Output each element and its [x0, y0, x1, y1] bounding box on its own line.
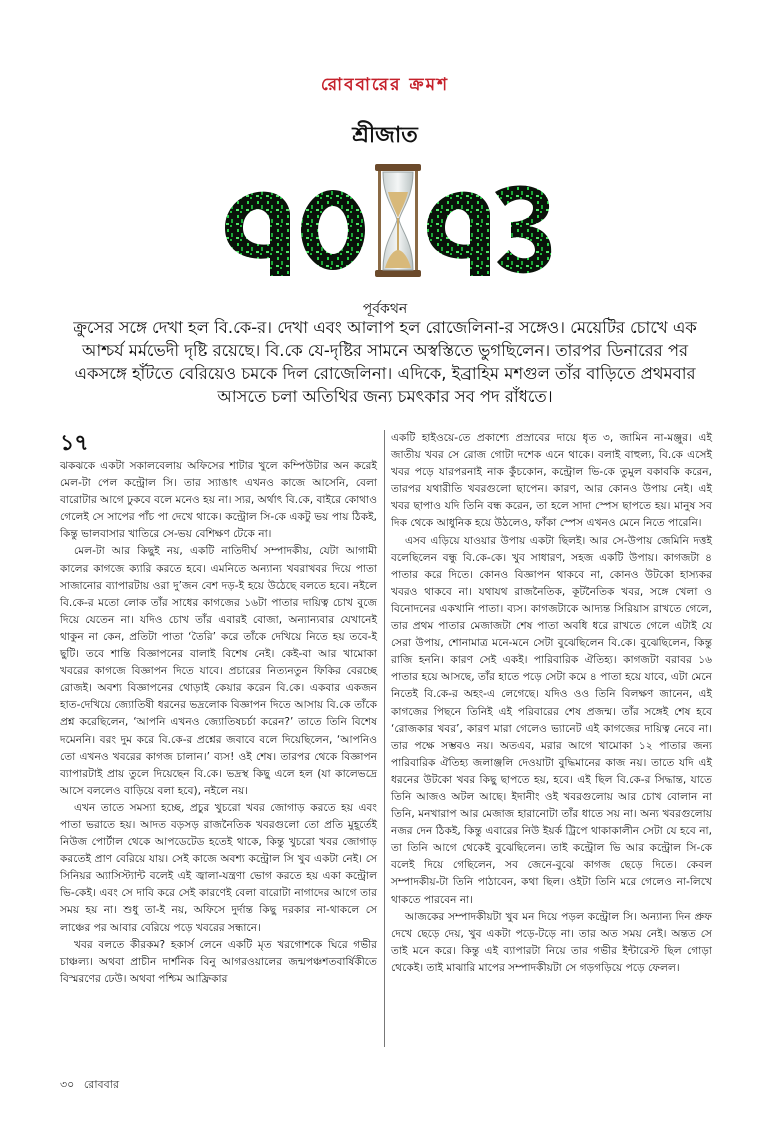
- title-digit-1: [225, 192, 290, 276]
- paragraph: খবর বলতে কীরকম? হকার্স লেনে একটি মৃত খরগোশকে ঘিরে গভীর চাঞ্চল্য। অথবা প্রাচীন দার্শনিক বিনু আগরওয়ালের জন্মপঞ্চশতবার্ষিকীতে বিস্মরণের ঢেউ। অথবা পশ্চিম আফ্রিকার: [60, 938, 377, 985]
- previously-label: পূর্বকথন: [362, 301, 408, 317]
- title-digit-4: [495, 185, 551, 273]
- previously-synopsis: ক্রুসের সঙ্গে দেখা হল বি.কে-র। দেখা এবং আলাপ হল রোজেলিনা-র সঙ্গেও। মেয়েটির চোখে এক আশ্চর্য মর্মভেদী দৃষ্টি রয়েছে। বি.কে যে-দৃষ্টির সামনে অস্বস্তিতে ভুগছিলেন। তারপর ডিনারের পর একসঙ্গে হাঁটতে বেরিয়েও চমকে দিল রোজেলিনা। এদিকে, ইব্রাহিম মশগুল তাঁর বাড়িতে প্রথমবার আসতে চলা অতিথির জন্য চমৎকার সব পদ রাঁধতে।: [73, 318, 697, 406]
- paragraph: এসব এড়িয়ে যাওয়ার উপায় একটা ছিলই। আর সে-উপায় জেমিনি দত্তই বলেছিলেন বন্ধু বি.কে-কে। খুব সাধারণ, সহজ একটি উপায়। কাগজটা ৪ পাতার করে দিতে। কোনও বিজ্ঞাপন থাকবে না, কোনও উটকো হাস্যকর খবরও থাকবে না। যথাযথ রাজনৈতিক, কূটনৈতিক খবর, সঙ্গে খেলা ও বিনোদনের একখানি পাতা। ব্যস। কাগজটাকে আদ্যন্ত সিরিয়াস রাখতে গেলে, তার প্রথম পাতার মেজাজটা শেষ পাতা অবধি ধরে রাখতে গেলে এটাই যে সেরা উপায়, শোনামাত্র মনে-মনে সেটা বুঝেছিলেন বি.কে। বুঝেছিলেন, কিন্তু রাজি হননি। কারণ সেই একই। পারিবারিক ঐতিহ্য। কাগজটা বরাবর ১৬ পাতার হয়ে আসছে, তাঁর হাতে পড়ে সেটা কমে ৪ পাতা হয়ে যাবে, এটা মেনে নিতেই বি.কে-র অহং-এ লেগেছে। যদিও ওও তিনি বিলক্ষণ জানেন, এই কাগজের পিছনে তিনিই এই পরিবারের শেষ প্রজন্ম। তাঁর সঙ্গেই শেষ হবে ‘রোজকার খবর’, কারণ মারা গেলেও ভ্যানেট এই কাগজের দায়িত্ব নেবে না। তার পক্ষে সম্ভবও নয়। অতএব, মরার আগে খামোকা ১২ পাতার জন্য পারিবারিক ঐতিহ্য জলাঞ্জলি দেওয়াটা বুদ্ধিমানের কাজ নয়। তাতে যদি এই ধরনের উটকো খবর কিছু ছাপতে হয়, হবে। এই ছিল বি.কে-র সিদ্ধান্ত, যাতে তিনি আজও অটল আছে। ইদানীং ওই খবরগুলোয় আর চোখ বোলান না তিনি, মনখারাপ আর মেজাজ হারানোটা তাঁর ধাতে সয় না। অন্য খবরগুলোয় নজর দেন ঠিকই, কিন্তু এবারের নিউ ইয়র্ক ট্রিপে থাকাকালীন সেটা যে হবে না, তা তিনি আগে থেকেই বুঝেছিলেন। তাই কন্ট্রোল ভি আর কন্ট্রোল সি-কে বলেই দিয়ে গেছিলেন, সব জেনে-বুঝে কাগজ ছেড়ে দিতে। কেবল সম্পাদকীয়-টা তিনি পাঠাবেন, কথা ছিল। ওইটা তিনি মরে গেলেও না-লিখে থাকতে পারবেন না।: [391, 534, 712, 906]
- title-art: [215, 158, 555, 284]
- body-column-right: [391, 430, 712, 977]
- column-divider: [384, 430, 385, 1047]
- magazine-name: রোববার: [83, 1078, 120, 1091]
- page-number: ৩০: [60, 1078, 75, 1091]
- paragraph: একটি হাইওয়ে-তে প্রকাশ্যে প্রস্রাবের দায়ে ধৃত ৩, জামিন না-মঞ্জুর। এই জাতীয় খবর সে রোজ গোটা দশেক এনে থাকে। বলাই বাহুল্য, বি.কে এসেই খবর পড়ে যারপরনাই নাক কুঁচকোন, কন্ট্রোল ভি-কে তুমুল বকাবকি করেন, তারপর যথারীতি খবরগুলো ছাপেন। কারণ, আর কোনও উপায় নেই। এই খবর ছাপাও যদি তিনি বন্ধ করেন, তা হলে সাদা স্পেস ছাপতে হয়। মানুষ সব দিক থেকে আধুনিক হয়ে উঠলেও, ফাঁকা স্পেস এখনও মেনে নিতে পারেনি।: [391, 432, 712, 530]
- series-label: রোববারের ক্রমশ: [320, 75, 450, 95]
- hourglass-icon: [375, 164, 421, 277]
- paragraph: মেল-টা আর কিছুই নয়, একটি নাতিদীর্ঘ সম্পাদকীয়, যেটা আগামী কালের কাগজে ক্যারি করতে হবে। এমনিতে অন্যান্য খবরাখবর দিয়ে পাতা সাজানোর ব্যাপারটায় ওরা দু’জন বেশ দড়-ই হয়ে উঠেছে বলতে হবে। নইলে বি.কে-র মতো লোক তাঁর সাধের কাগজের ১৬টা পাতার দায়িত্ব চোখ বুজে দিয়ে যেতেন না। যদিও চোখ তাঁর এবারই বোজা, অন্যান্যবার যেখানেই থাকুন না কেন, প্রতিটা পাতা ‘তৈরি’ করে তাঁকে দেখিয়ে নিতে হয় তবে-ই ছুটি। তবে শান্তি বিজ্ঞাপনের বালাই বিশেষ নেই। কেই-বা আর খামোকা খবরের কাগজে বিজ্ঞাপন দিতে যাবে। প্রচারের নিত্যনতুন ফিকির বেরচ্ছে রোজই। অবশ্য বিজ্ঞাপনের থোড়াই কেয়ার করেন বি.কে। একবার একজন হাত-দেখিয়ে জ্যোতিষী ধরনের ভদ্রলোক বিজ্ঞাপন দিতে আসায় বি.কে তাঁকে প্রশ্ন করেছিলেন, ‘আপনি এখনও জ্যোতিষচর্চা করেন?’ তাতে তিনি বিশেষ দমেননি। বরং দুম করে বি.কে-র প্রশ্নের জবাবে বলে দিয়েছিলেন, ‘আপনিও তো এখনও খবরের কাগজ চালান।’ ব্যস! ওই শেষ। তারপর থেকে বিজ্ঞাপন ব্যাপারটাই প্রায় তুলে দিয়েছেন বি.কে। ভদ্রস্থ কিছু এলে হল (যা কালেভদ্রে আসে বললেও বাড়িয়ে বলা হবে), নইলে নয়।: [60, 545, 377, 797]
- paragraph: ঝকঝকে একটা সকালবেলায় অফিসের শাটার খুলে কম্পিউটার অন করেই মেল-টা পেল কন্ট্রোল সি। তার স্যাঙাৎ এখনও কাজে আসেনি, বেলা বারোটার আগে ঢুকবে বলে মনেও হয় না। স্যর, অর্থাৎ বি.কে, বাইরে কোথাও গেলেই সে সাপের পাঁচ পা দেখে থাকে। কন্ট্রোল সি-কে একটু ভয় পায় ঠিকই, কিন্তু ভালবাসার খাতিরে সে-ভয় বেশিক্ষণ টেকে না।: [60, 460, 377, 541]
- paragraph: এখন তাতে সমস্যা হচ্ছে, প্রচুর খুচরো খবর জোগাড় করতে হয় এবং পাতা ভরাতে হয়। আদত বড়সড় রাজনৈতিক খবরগুলো তো প্রতি মুহূর্তেই নিউজ পোর্টাল থেকে আপডেটেড হতেই থাকে, কিন্তু খুচরো খবর জোগাড় করতেই প্রাণ বেরিয়ে যায়। সেই কাজে অবশ্য কন্ট্রোল সি খুব একটা নেই। সে সিনিয়র অ্যাসিস্ট্যান্ট বলেই এই জ্বালা-যন্ত্রণা ভোগ করতে হয় একা কন্ট্রোল ভি-কেই। এবং সে দাবি করে সেই কারণেই বেলা বারোটা নাগাদের আগে তার সময় হয় না। শুধু তা-ই নয়, অফিসে দুর্দান্ত কিছু দরকার না-থাকলে সে লাঞ্চের পর আবার বেরিয়ে পড়ে খবরের সন্ধানে।: [60, 801, 377, 934]
- author-name: শ্রীজাত: [352, 123, 418, 148]
- title-graphic: [215, 158, 555, 284]
- page-footer: [60, 1076, 119, 1095]
- chapter-number: ১৭: [60, 431, 89, 456]
- body-column-left: [60, 458, 377, 988]
- paragraph: আজকের সম্পাদকীয়টা খুব মন দিয়ে পড়ল কন্ট্রোল সি। অন্যান্য দিন প্রুফ দেখে ছেড়ে দেয়, খুব একটা পড়ে-টড়ে না। তার অত সময় নেই। অন্তত সে তাই মনে করে। কিন্তু এই ব্যাপারটা নিয়ে তার গভীর ইন্টারেস্ট ছিল গোড়া থেকেই। তাই মাঝারি মাপের সম্পাদকীয়টা সে গড়গড়িয়ে পড়ে ফেলল।: [391, 910, 712, 974]
- title-digit-3: [427, 192, 490, 276]
